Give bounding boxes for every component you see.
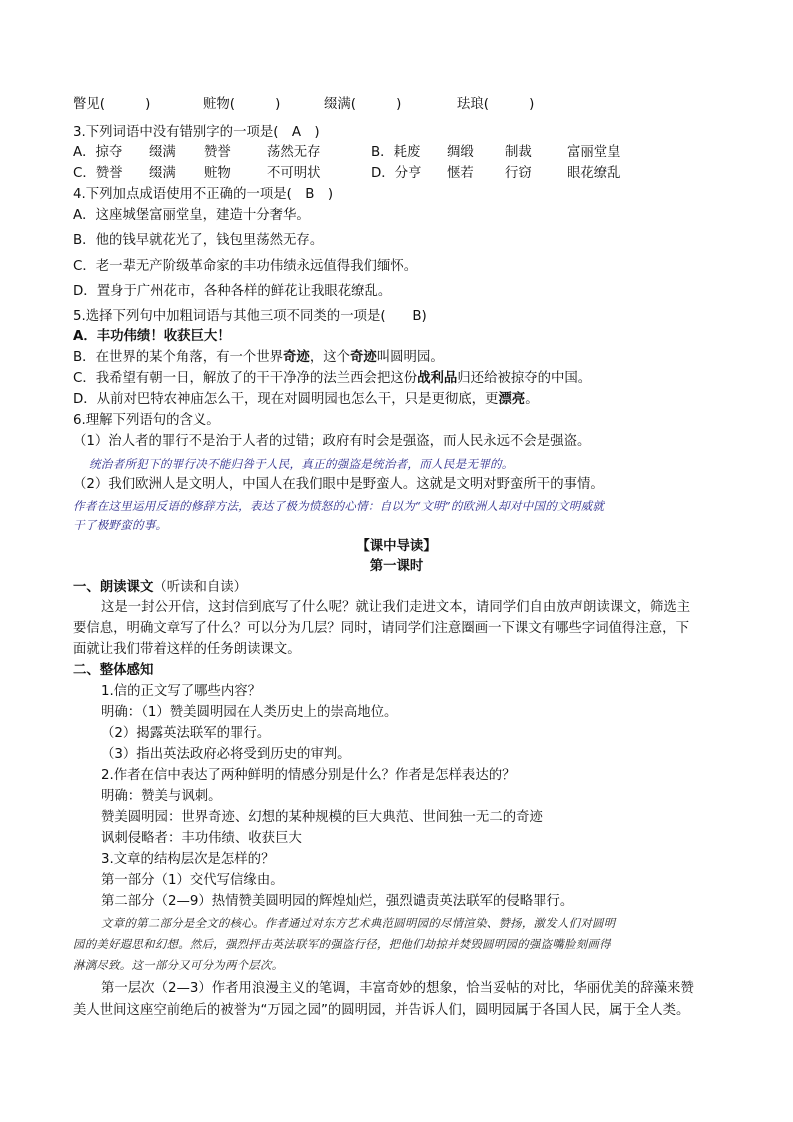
q5-b-text: B．在世界的某个角落，有一个世界 xyxy=(73,350,284,365)
q3-option-word: 赃物 xyxy=(204,166,231,181)
q3-row1 xyxy=(73,144,773,162)
q6-stem: 6.理解下列语句的含义。 xyxy=(73,413,220,428)
part2-answer-line: 讽刺侵略者：丰功伟绩、收获巨大 xyxy=(101,831,302,846)
part2-answer-line: 第一层次（2—3）作者用浪漫主义的笔调，丰富奇妙的想象，恰当妥帖的对比，华丽优美的辞藻来赞 xyxy=(101,981,694,996)
q3-stem: 3.下列词语中没有错别字的一项是( A ) xyxy=(73,125,320,140)
part2-note-line: 文章的第二部分是全文的核心。作者通过对东方艺术典范圆明园的尽情渲染、赞扬，激发人们对圆明 xyxy=(101,916,616,930)
q5-b-bold-word: 奇迹 xyxy=(283,350,310,365)
q5-b-text: ，这个 xyxy=(309,350,350,365)
q6-answer-2-line2: 干了极野蛮的事。 xyxy=(73,518,168,532)
part2-answer-line: 明确：赞美与讽刺。 xyxy=(101,789,222,804)
q6-answer-1: 统治者所犯下的罪行决不能归咎于人民，真正的强盗是统治者，而人民是无罪的。 xyxy=(89,457,514,471)
part2-question-1: 1.信的正文写了哪些内容？ xyxy=(101,684,262,699)
q3-option-word: D．分亨 xyxy=(371,166,422,181)
part1-paragraph-line: 面就让我们带着这样的任务朗读课文。 xyxy=(73,642,301,657)
q5-b-bold-word: 奇迹 xyxy=(350,350,377,365)
part2-answer-line: （2）揭露英法联军的罪行。 xyxy=(101,726,271,741)
q4-option-a: A．这座城堡富丽堂皇，建造十分奢华。 xyxy=(73,208,310,223)
q3-option-word: 行窃 xyxy=(505,166,532,181)
part2-answer-line: 第一部分（1）交代写信缘由。 xyxy=(101,873,284,888)
q5-d-bold-word: 漂亮 xyxy=(498,392,526,407)
q3-option-word: 眼花缭乱 xyxy=(567,166,621,181)
part2-answer-line: 赞美圆明园：世界奇迹、幻想的某种规模的巨大典范、世间独一无二的奇迹 xyxy=(101,810,543,825)
q3-option-word: 制裁 xyxy=(505,145,532,160)
part2-note-line: 园的美好遐思和幻想。然后，强烈抨击英法联军的强盗行径，把他们劫掠并焚毁圆明园的强盗嘴脸刻画得 xyxy=(73,937,611,951)
q4-option-c: C．老一辈无产阶级革命家的丰功伟绩永远值得我们缅怀。 xyxy=(73,259,418,274)
q2-item: 珐琅( ) xyxy=(457,97,535,112)
q5-b-text: 叫圆明园。 xyxy=(376,350,444,365)
q2-row xyxy=(73,96,773,114)
q2-item: 瞥见( ) xyxy=(73,97,151,112)
q4-option-b: B．他的钱早就花光了，钱包里荡然无存。 xyxy=(73,233,324,248)
q5-d-text: D．从前对巴特农神庙怎么干，现在对圆明园也怎么干，只是更彻底，更 xyxy=(73,392,499,407)
q5-option-d xyxy=(73,391,539,409)
lesson-title: 第一课时 xyxy=(369,559,424,574)
part2-answer-line: 第二部分（2—9）热情赞美圆明园的辉煌灿烂，强烈谴责英法联军的侵略罪行。 xyxy=(101,894,574,909)
q3-option-word: 缀满 xyxy=(149,166,176,181)
q2-item: 缀满( ) xyxy=(324,97,402,112)
q5-option-a: A．丰功伟绩！收获巨大！ xyxy=(73,329,231,344)
q3-option-word: B．耗废 xyxy=(371,145,421,160)
q3-option-word: 惬若 xyxy=(447,166,474,181)
part1-heading-rest: （听读和自读） xyxy=(153,580,248,595)
q3-row2 xyxy=(73,165,773,183)
q5-c-bold-word: 战利品 xyxy=(417,371,458,386)
part1-heading xyxy=(73,579,247,597)
q3-option-word: A．掠夺 xyxy=(73,145,123,160)
part2-note-line: 淋漓尽致。这一部分又可分为两个层次。 xyxy=(73,958,284,972)
q6-sentence-1: （1）治人者的罪行不是治于人者的过错；政府有时会是强盗，而人民永远不会是强盗。 xyxy=(73,434,591,449)
part2-answer-line: 明确：（1）赞美圆明园在人类历史上的崇高地位。 xyxy=(101,705,398,720)
q5-option-c xyxy=(73,370,591,388)
q5-option-b xyxy=(73,349,444,367)
part2-heading: 二、整体感知 xyxy=(73,663,154,678)
q5-d-text: 。 xyxy=(525,392,539,407)
q5-c-text: C．我希望有朝一日，解放了的干干净净的法兰西会把这份 xyxy=(73,371,418,386)
q4-option-d: D．置身于广州花市，各种各样的鲜花让我眼花缭乱。 xyxy=(73,284,392,299)
q3-option-word: 缀满 xyxy=(149,145,176,160)
q3-option-word: 荡然无存 xyxy=(267,145,321,160)
part2-answer-line: （3）指出英法政府必将受到历史的审判。 xyxy=(101,747,351,762)
part1-paragraph-line: 要信息，明确文章写了什么？可以分为几层？同时，请同学们注意圈画一下课文有哪些字词值得注意，下 xyxy=(73,621,689,636)
q5-c-text: 归还给被掠夺的中国。 xyxy=(457,371,592,386)
q2-item: 赃物( ) xyxy=(203,97,281,112)
q3-option-word: 绸缎 xyxy=(447,145,474,160)
q3-option-word: 富丽堂皇 xyxy=(567,145,621,160)
part2-question-3: 3.文章的结构层次是怎样的？ xyxy=(101,852,275,867)
q6-sentence-2: （2）我们欧洲人是文明人，中国人在我们眼中是野蛮人。这就是文明对野蛮所干的事情。 xyxy=(73,477,604,492)
q3-option-word: 赞誉 xyxy=(204,145,231,160)
q3-option-word: C．赞誉 xyxy=(73,166,123,181)
q5-stem: 5.选择下列句中加粗词语与其他三项不同类的一项是( B) xyxy=(73,309,427,324)
part2-answer-line: 美人世间这座空前绝后的被誉为“万园之园”的圆明园，并告诉人们，圆明园属于各国人民，属于全人类。 xyxy=(73,1003,690,1018)
part1-paragraph-line: 这是一封公开信，这封信到底写了什么呢？就让我们走进文本，请同学们自由放声朗读课文，筛选主 xyxy=(101,600,691,615)
part1-heading-bold: 一、朗读课文 xyxy=(73,580,154,595)
q3-option-word: 不可明状 xyxy=(267,166,321,181)
q4-stem: 4.下列加点成语使用不正确的一项是( B ) xyxy=(73,187,334,202)
q6-answer-2-line1: 作者在这里运用反语的修辞方法，表达了极为愤怒的心情：自以为“文明”的欧洲人却对中国的文明威就 xyxy=(73,499,605,513)
section-title: 【课中导读】 xyxy=(356,539,437,554)
part2-question-2: 2.作者在信中表达了两种鲜明的情感分别是什么？作者是怎样表达的？ xyxy=(101,768,516,783)
